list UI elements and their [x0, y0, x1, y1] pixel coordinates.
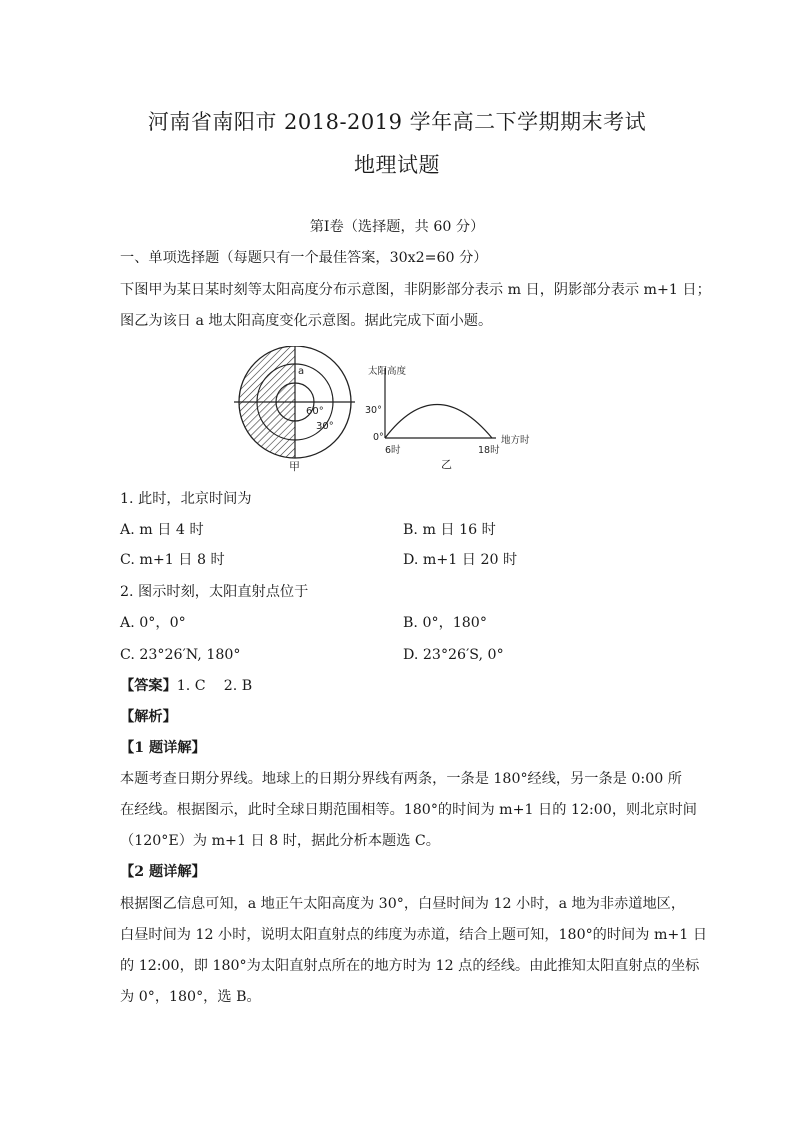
question-2-option-b: B. 0°，180° [403, 615, 487, 631]
question-2-option-a: A. 0°，0° [120, 615, 186, 631]
figure-yi-graph [365, 365, 530, 471]
part-header: 一、单项选择题（每题只有一个最佳答案，30x2=60 分） [120, 250, 488, 266]
section-header: 第Ⅰ卷（选择题，共 60 分） [309, 219, 485, 235]
question-1-option-a: A. m 日 4 时 [120, 522, 204, 538]
figure-jia-label: 甲 [289, 460, 300, 473]
intro-line-2: 图乙为该日 a 地太阳高度变化示意图。据此完成下面小题。 [120, 313, 493, 329]
figure-jia-diagram [234, 346, 355, 473]
intro-line-1: 下图甲为某日某时刻等太阳高度分布示意图，非阴影部分表示 m 日，阴影部分表示 m+1 日； [120, 282, 711, 298]
x-tick-6: 6时 [385, 445, 401, 456]
y-tick-30: 30° [365, 405, 382, 416]
detail-2-line-3: 的 12:00，即 180°为太阳直射点所在的地方时为 12 点的经线。由此推知太阳直射点的坐标 [120, 958, 700, 974]
circle-60-label: 60° [306, 406, 324, 417]
y-axis-title: 太阳高度 [368, 366, 407, 377]
document-title: 河南省南阳市 2018-2019 学年高二下学期期末考试 [147, 110, 647, 134]
answer-label: 【答案】 [120, 678, 177, 694]
question-2-option-d: D. 23°26′S, 0° [403, 647, 504, 663]
detail-2-label: 【2 题详解】 [120, 864, 206, 880]
question-1-stem: 1. 此时，北京时间为 [120, 491, 252, 507]
question-2-option-c: C. 23°26′N, 180° [120, 647, 241, 663]
detail-2-line-4: 为 0°，180°，选 B。 [120, 989, 261, 1005]
question-1-option-d: D. m+1 日 20 时 [403, 552, 518, 568]
figure-yi-label: 乙 [441, 458, 452, 471]
analysis-label: 【解析】 [120, 709, 177, 725]
x-tick-18: 18时 [478, 445, 500, 456]
circle-30-label: 30° [316, 421, 334, 432]
detail-1-line-1: 本题考查日期分界线。地球上的日期分界线有两条，一条是 180°经线，另一条是 0:00 所 [120, 771, 682, 787]
detail-2-line-1: 根据图乙信息可知，a 地正午太阳高度为 30°，白昼时间为 12 小时，a 地为非赤道地区， [120, 896, 686, 912]
y-tick-0: 0° [373, 432, 384, 443]
point-a-label: a [298, 366, 305, 377]
solar-altitude-curve [385, 405, 492, 439]
answer-text: 1. C 2. B [176, 678, 253, 694]
question-2-stem: 2. 图示时刻，太阳直射点位于 [120, 584, 309, 600]
question-1-option-b: B. m 日 16 时 [403, 522, 496, 538]
question-1-option-c: C. m+1 日 8 时 [120, 552, 225, 568]
detail-2-line-2: 白昼时间为 12 小时，说明太阳直射点的纬度为赤道，结合上题可知，180°的时间为 m+1 日 [120, 927, 708, 943]
figure-solar-altitude [234, 346, 554, 474]
x-axis-title: 地方时 [501, 435, 530, 446]
document-subtitle: 地理试题 [354, 153, 440, 177]
detail-1-line-2: 在经线。根据图示，此时全球日期范围相等。180°的时间为 m+1 日的 12:00，则北京时间 [120, 802, 697, 818]
detail-1-label: 【1 题详解】 [120, 740, 206, 756]
detail-1-line-3: （120°E）为 m+1 日 8 时，据此分析本题选 C。 [120, 833, 440, 849]
answer-row [120, 676, 680, 696]
